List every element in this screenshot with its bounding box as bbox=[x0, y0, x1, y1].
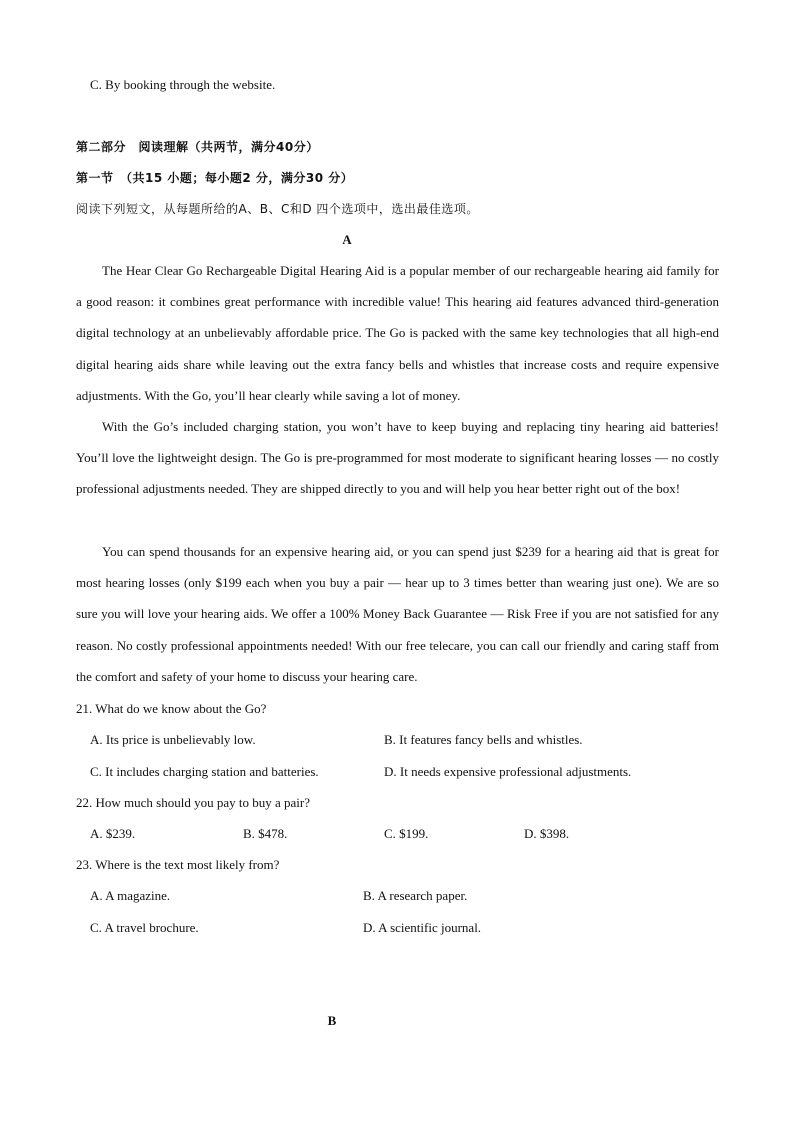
question-stem: 23. Where is the text most likely from? bbox=[76, 857, 280, 872]
section-subtitle: 第一节 （共15 小题；每小题2 分，满分30 分） bbox=[76, 171, 354, 185]
question-stem: 22. How much should you pay to buy a pair? bbox=[76, 795, 310, 810]
option-a: A. $239. bbox=[90, 826, 136, 841]
option-b: B. It features fancy bells and whistles. bbox=[384, 732, 583, 747]
question-stem: 21. What do we know about the Go? bbox=[76, 701, 267, 716]
passage-a-paragraph-2: With the Go’s included charging station, you won’t have to keep buying and replacing tiny hearing aid batteries! You’ll love the lightweight design. The Go is pre-programmed for most moderate to significant hearing losses — no costly professional adjustments needed. They are shipped directly to you and will help you hear better right out of the box! bbox=[76, 419, 719, 497]
prev-question-option-c: C. By booking through the website. bbox=[90, 77, 276, 92]
option-a: A. A magazine. bbox=[90, 888, 171, 903]
option-c: C. It includes charging station and batteries. bbox=[90, 764, 319, 779]
option-b: B. A research paper. bbox=[363, 888, 468, 903]
option-a: A. Its price is unbelievably low. bbox=[90, 732, 256, 747]
part-title: 第二部分 阅读理解（共两节，满分40分） bbox=[76, 140, 319, 154]
option-b: B. $478. bbox=[243, 826, 288, 841]
option-d: D. $398. bbox=[524, 826, 570, 841]
option-c: C. A travel brochure. bbox=[90, 920, 199, 935]
instructions: 阅读下列短文，从每题所给的A、B、C和D 四个选项中，选出最佳选项。 bbox=[76, 202, 479, 216]
option-d: D. A scientific journal. bbox=[363, 920, 482, 935]
passage-b-heading: B bbox=[327, 1013, 337, 1028]
passage-a-paragraph-3: You can spend thousands for an expensive hearing aid, or you can spend just $239 for a hearing aid that is great for most hearing losses (only $199 each when you buy a pair — hear up to 3 times better than wearing just one). We are so sure you will love your hearing aids. We offer a 100% Money Back Guarantee — Risk Free if you are not satisfied for any reason. No costly professional appointments needed! With our free telecare, you can call our friendly and caring staff from the comfort and safety of your home to discuss your hearing care. bbox=[76, 544, 719, 684]
option-d: D. It needs expensive professional adjustments. bbox=[384, 764, 632, 779]
passage-a-paragraph-1: The Hear Clear Go Rechargeable Digital Hearing Aid is a popular member of our rechargeable hearing aid family for a good reason: it combines great performance with incredible value! This hearing aid features advanced third-generation digital technology at an unbelievably affordable price. The Go is packed with the same key technologies that all high-end digital hearing aids share while leaving out the extra fancy bells and whistles that increase costs and require expensive adjustments. With the Go, you’ll hear clearly while saving a lot of money. bbox=[76, 263, 719, 403]
option-c: C. $199. bbox=[384, 826, 429, 841]
passage-a-heading: A bbox=[342, 232, 352, 247]
